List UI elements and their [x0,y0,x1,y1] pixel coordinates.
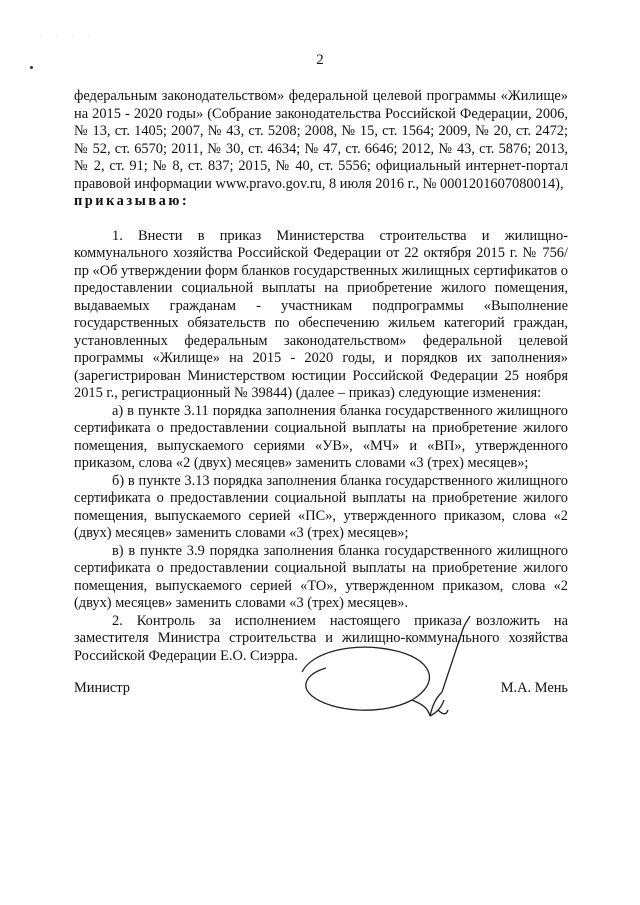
item-2-paragraph: 2. Контроль за исполнением настоящего приказа возложить на заместителя Министра строительства и жилищно-коммунального хозяйства Российской Федерации Е.О. Сиэрра. [74,612,568,664]
signer-title: Министр [74,680,130,696]
spacer [74,211,568,228]
sub-item-b: б) в пункте 3.13 порядка заполнения бланка государственного жилищного сертификата о предоставлении социальной выплаты на приобретение жилого помещения, выпускаемого серией «ПС», утвержденного приказом, слова «2 (двух) месяцев» заменить словами «3 (трех) месяцев»; [74,472,568,541]
sub-item-a: а) в пункте 3.11 порядка заполнения бланка государственного жилищного сертификата о предоставлении социальной выплаты на приобретение жилого помещения, выпускаемого сериями «УВ», «МЧ» и «ВП», утвержденного приказом, слова «2 (двух) месяцев» заменить словами «3 (трех) месяцев»; [74,402,568,471]
order-word: приказываю: [74,193,190,209]
document-body [74,88,568,665]
item-1-paragraph: 1. Внести в приказ Министерства строительства и жилищно-коммунального хозяйства Российской Федерации от 22 октября 2015 г. № 756/пр «Об утверждении форм бланков государственных жилищных сертификатов о предоставлении социальной выплаты на приобретение жилого помещения, выдаваемых гражданам - участникам подпрограммы «Выполнение государственных обязательств по обеспечению жильем категорий граждан, установленных федеральным законодательством» федеральной целевой программы «Жилище» на 2015 - 2020 годы, и порядков их заполнения» (зарегистрирован Министерством юстиции Российской Федерации 25 ноября 2015 г., регистрационный № 39844) (далее – приказ) следующие изменения: [74,227,568,401]
signer-name: М.А. Мень [500,680,568,696]
handwritten-signature [292,612,492,722]
page-number: 2 [316,52,324,68]
intro-paragraph: федеральным законодательством» федеральной целевой программы «Жилище» на 2015 - 2020 годы» (Собрание законодательства Российской Федерации, 2006, № 13, ст. 1405; 2007, № 43, ст. 5208; 2008, № 15, ст. 1564; 2009, № 20, ст. 2472; № 52, ст. 6570; 2011, № 30, ст. 4634; № 47, ст. 6646; 2012, № 43, ст. 5876; 2013, № 2, ст. 91; № 8, ст. 837; 2015, № 40, ст. 5556; официальный интернет-портал правовой информации www.pravo.gov.ru, 8 июля 2016 г., № 0001201607080014), [74,88,568,192]
sub-item-v: в) в пункте 3.9 порядка заполнения бланка государственного жилищного сертификата о предоставлении социальной выплаты на приобретение жилого помещения, выпускаемого серией «ТО», утвержденном приказом, слова «2 (двух) месяцев» заменить словами «3 (трех) месяцев». [74,542,568,611]
scan-specks: . . . . [40,30,96,39]
